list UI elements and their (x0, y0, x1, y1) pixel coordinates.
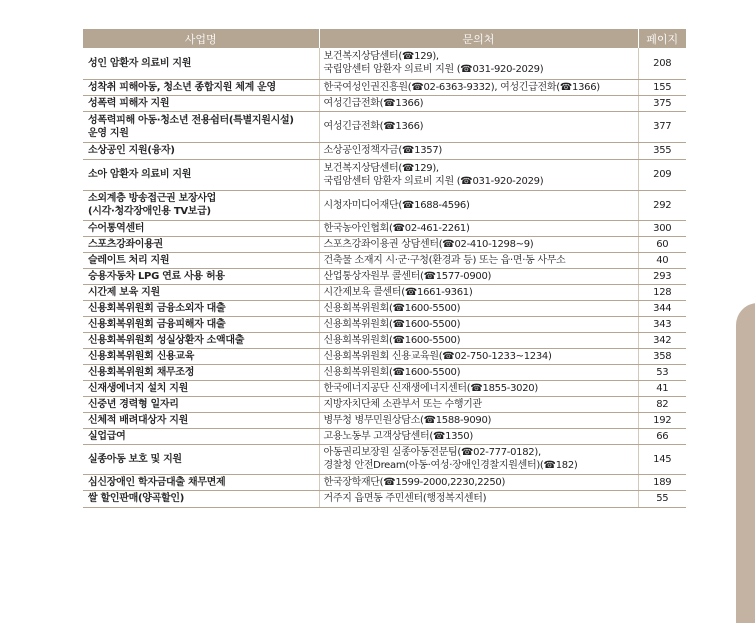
table-row (83, 332, 686, 348)
program-name-cell (83, 364, 319, 380)
table-row (83, 428, 686, 444)
table-header-row (83, 29, 686, 48)
contact-cell (319, 252, 638, 268)
contact-cell (319, 316, 638, 332)
contact-cell (319, 111, 638, 142)
program-name-line: 신용회복위원회 금융소외자 대출 (88, 302, 226, 314)
header-contact: 문의처 (319, 29, 638, 48)
contact-line: 시청자미디어재단(☎1688-4596) (323, 199, 470, 211)
contact-cell (319, 412, 638, 428)
program-name-cell (83, 190, 319, 220)
contact-line: 한국장학재단(☎1599-2000,2230,2250) (323, 476, 506, 488)
program-name-line: 수어통역센터 (88, 222, 145, 234)
table-row (83, 236, 686, 252)
table-row (83, 48, 686, 79)
contact-cell (319, 380, 638, 396)
program-name-cell (83, 220, 319, 236)
contact-cell (319, 300, 638, 316)
side-tab (736, 303, 755, 623)
page-number-cell: 375 (638, 95, 686, 111)
page-number-cell: 189 (638, 474, 686, 490)
contact-line: 신용회복위원회(☎1600-5500) (323, 366, 461, 378)
contact-cell (319, 268, 638, 284)
program-name-cell (83, 236, 319, 252)
program-name-cell (83, 428, 319, 444)
contact-cell (319, 332, 638, 348)
contact-cell (319, 79, 638, 95)
table-row (83, 474, 686, 490)
table-row (83, 396, 686, 412)
program-name-line: 소아 암환자 의료비 지원 (88, 169, 192, 180)
page-number-cell: 145 (638, 444, 686, 474)
header-page: 페이지 (638, 29, 686, 48)
contact-cell (319, 348, 638, 364)
table-row (83, 190, 686, 220)
program-name-line: 실종아동 보호 및 지원 (88, 453, 182, 465)
page-number-cell: 293 (638, 268, 686, 284)
program-name-line: 신용회복위원회 채무조정 (88, 366, 195, 378)
program-name-line: 소상공인 지원(융자) (88, 145, 175, 156)
program-name-cell (83, 412, 319, 428)
table-row (83, 316, 686, 332)
contact-cell (319, 220, 638, 236)
page-number-cell: 343 (638, 316, 686, 332)
program-name-cell (83, 474, 319, 490)
program-name-cell (83, 48, 319, 79)
program-name-line: 신용회복위원회 금융피해자 대출 (88, 318, 226, 330)
contact-line: 병무청 병무민원상담소(☎1588-9090) (323, 414, 492, 426)
table-row (83, 79, 686, 95)
page-number-cell: 342 (638, 332, 686, 348)
program-name-cell (83, 380, 319, 396)
table-row (83, 252, 686, 268)
table-row (83, 444, 686, 474)
table-row (83, 95, 686, 111)
program-name-cell (83, 300, 319, 316)
contact-line: 신용회복위원회 신용교육원(☎02-750-1233~1234) (323, 350, 552, 362)
program-name-line: (시각·청각장애인용 TV보급) (88, 206, 211, 217)
program-name-cell (83, 490, 319, 507)
program-name-line: 성착취 피해아동, 청소년 종합지원 체계 운영 (88, 81, 276, 93)
program-name-cell (83, 252, 319, 268)
contact-line: 신용회복위원회(☎1600-5500) (323, 302, 461, 314)
contact-line: 지방자치단체 소관부서 또는 수행기관 (323, 398, 482, 410)
program-name-line: 운영 지원 (88, 127, 129, 139)
contact-line: 아동권리보장원 실종아동전문팀(☎02-777-0182), (323, 447, 541, 458)
table-row (83, 380, 686, 396)
program-name-line: 성폭력피해 아동·청소년 전용쉼터(특별지원시설) (88, 114, 294, 126)
contact-line: 국립암센터 암환자 의료비 지원 (☎031-920-2029) (323, 64, 544, 76)
contact-line: 여성긴급전화(☎1366) (323, 121, 424, 132)
contact-cell (319, 428, 638, 444)
program-name-line: 소외계층 방송접근권 보장사업 (88, 193, 217, 204)
program-name-line: 쌀 할인판매(양곡할인) (88, 493, 184, 504)
table-row (83, 111, 686, 142)
table-body (83, 48, 686, 507)
page-number-cell: 128 (638, 284, 686, 300)
program-name-cell (83, 332, 319, 348)
page-number-cell: 208 (638, 48, 686, 79)
page-number-cell: 41 (638, 380, 686, 396)
contact-cell (319, 159, 638, 190)
program-name-cell (83, 396, 319, 412)
page-number-cell: 192 (638, 412, 686, 428)
contact-line: 국립암센터 암환자 의료비 지원 (☎031-920-2029) (323, 175, 544, 187)
program-name-cell (83, 316, 319, 332)
page-number-cell: 300 (638, 220, 686, 236)
table-row (83, 412, 686, 428)
program-name-cell (83, 111, 319, 142)
page-number-cell: 53 (638, 364, 686, 380)
program-name-line: 신재생에너지 설치 지원 (88, 382, 188, 394)
contact-line: 신용회복위원회(☎1600-5500) (323, 318, 461, 330)
contact-cell (319, 490, 638, 507)
page-number-cell: 209 (638, 159, 686, 190)
page-number-cell: 55 (638, 490, 686, 507)
table-row (83, 348, 686, 364)
table-row (83, 142, 686, 159)
contact-line: 산업통상자원부 콜센터(☎1577-0900) (323, 270, 492, 282)
program-name-line: 신용회복위원회 신용교육 (88, 350, 195, 362)
contact-line: 건축물 소재지 시·군·구청(환경과 등) 또는 읍·면·동 사무소 (323, 254, 566, 266)
contact-line: 한국에너지공단 신재생에너지센터(☎1855-3020) (323, 382, 538, 394)
contact-line: 거주지 읍면동 주민센터(행정복지센터) (323, 493, 487, 504)
program-name-line: 성폭력 피해자 지원 (88, 97, 170, 109)
program-name-cell (83, 95, 319, 111)
program-name-line: 심신장애인 학자금대출 채무면제 (88, 476, 226, 488)
program-name-line: 신용회복위원회 성실상환자 소액대출 (88, 334, 245, 346)
program-name-line: 스포츠강좌이용권 (88, 238, 163, 250)
contact-line: 스포츠강좌이용권 상담센터(☎02-410-1298~9) (323, 238, 534, 250)
contact-line: 한국여성인권진흥원(☎02-6363-9332), 여성긴급전화(☎1366) (323, 81, 600, 93)
contact-line: 여성긴급전화(☎1366) (323, 97, 424, 109)
page-number-cell: 82 (638, 396, 686, 412)
table-row (83, 268, 686, 284)
contact-cell (319, 396, 638, 412)
page-number-cell: 344 (638, 300, 686, 316)
program-name-line: 승용자동차 LPG 연료 사용 허용 (88, 270, 225, 282)
contact-line: 보건복지상담센터(☎129), (323, 162, 439, 174)
table-row (83, 300, 686, 316)
contact-line: 시간제보육 콜센터(☎1661-9361) (323, 286, 473, 298)
table-row (83, 159, 686, 190)
table-row (83, 284, 686, 300)
program-name-cell (83, 79, 319, 95)
contact-cell (319, 284, 638, 300)
program-name-cell (83, 142, 319, 159)
page-number-cell: 155 (638, 79, 686, 95)
program-name-line: 신중년 경력형 일자리 (88, 398, 179, 410)
table-row (83, 364, 686, 380)
page-number-cell: 358 (638, 348, 686, 364)
contact-line: 한국농아인협회(☎02-461-2261) (323, 222, 470, 234)
page-number-cell: 60 (638, 236, 686, 252)
services-table (83, 29, 686, 508)
page-number-cell: 40 (638, 252, 686, 268)
header-program-name: 사업명 (83, 29, 319, 48)
table-row (83, 220, 686, 236)
program-name-cell (83, 444, 319, 474)
program-name-line: 실업급여 (88, 430, 126, 442)
page-number-cell: 377 (638, 111, 686, 142)
contact-cell (319, 142, 638, 159)
contact-cell (319, 364, 638, 380)
contact-line: 신용회복위원회(☎1600-5500) (323, 334, 461, 346)
contact-cell (319, 95, 638, 111)
program-name-cell (83, 268, 319, 284)
table-row (83, 490, 686, 507)
page-number-cell: 66 (638, 428, 686, 444)
program-name-cell (83, 284, 319, 300)
program-name-cell (83, 159, 319, 190)
program-name-line: 성인 암환자 의료비 지원 (88, 57, 192, 69)
contact-line: 소상공인정책자금(☎1357) (323, 145, 442, 156)
contact-line: 고용노동부 고객상담센터(☎1350) (323, 430, 473, 442)
program-name-line: 신체적 배려대상자 지원 (88, 414, 188, 426)
program-name-line: 슬레이트 처리 지원 (88, 254, 170, 266)
contact-cell (319, 190, 638, 220)
contact-cell (319, 444, 638, 474)
program-name-cell (83, 348, 319, 364)
contact-cell (319, 474, 638, 490)
contact-line: 경찰청 안전Dream(아동·여성·장애인경찰지원센터)(☎182) (323, 460, 578, 471)
contact-cell (319, 48, 638, 79)
contact-cell (319, 236, 638, 252)
contact-line: 보건복지상담센터(☎129), (323, 51, 439, 63)
page-number-cell: 292 (638, 190, 686, 220)
program-name-line: 시간제 보육 지원 (88, 286, 160, 298)
page-number-cell: 355 (638, 142, 686, 159)
